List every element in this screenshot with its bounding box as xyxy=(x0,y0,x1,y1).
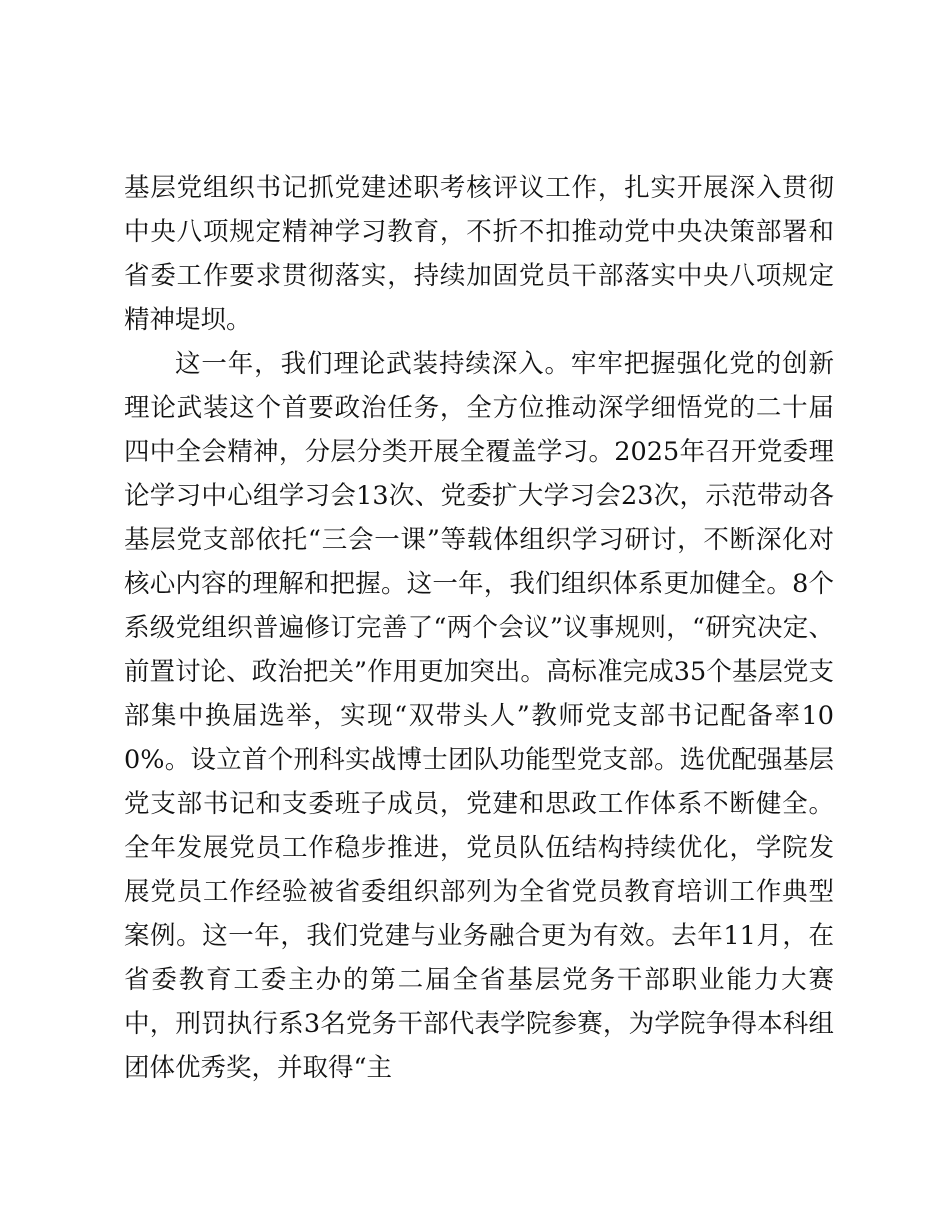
document-body xyxy=(124,166,834,1090)
paragraph-main: 这一年，我们理论武装持续深入。牢牢把握强化党的创新理论武装这个首要政治任务，全方位推动深学细悟党的二十届四中全会精神，分层分类开展全覆盖学习。2025年召开党委理论学习中心组学习会13次、党委扩大学习会23次，示范带动各基层党支部依托“三会一课”等载体组织学习研讨，不断深化对核心内容的理解和把握。这一年，我们组织体系更加健全。8个系级党组织普遍修订完善了“两个会议”议事规则，“研究决定、前置讨论、政治把关”作用更加突出。高标准完成35个基层党支部集中换届选举，实现“双带头人”教师党支部书记配备率100%。设立首个刑科实战博士团队功能型党支部。选优配强基层党支部书记和支委班子成员，党建和思政工作体系不断健全。全年发展党员工作稳步推进，党员队伍结构持续优化，学院发展党员工作经验被省委组织部列为全省党员教育培训工作典型案例。这一年，我们党建与业务融合更为有效。去年11月，在省委教育工委主办的第二届全省基层党务干部职业能力大赛中，刑罚执行系3名党务干部代表学院参赛，为学院争得本科组团体优秀奖，并取得“主 xyxy=(124,349,834,1083)
paragraph-continuation: 基层党组织书记抓党建述职考核评议工作，扎实开展深入贯彻中央八项规定精神学习教育，不折不扣推动党中央决策部署和省委工作要求贯彻落实，持续加固党员干部落实中央八项规定精神堤坝。 xyxy=(124,173,834,335)
